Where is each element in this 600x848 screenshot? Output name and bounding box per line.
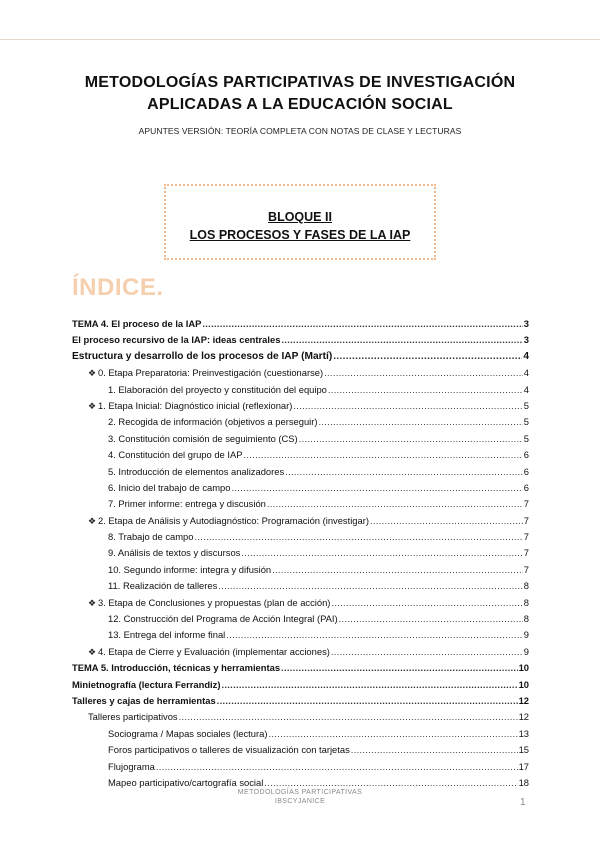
toc-entry-text: 2. Recogida de información (objetivos a perseguir) (108, 416, 318, 428)
toc-page-number: 4 (523, 367, 529, 379)
toc-leader-dots (217, 695, 518, 706)
toc-entry-label (88, 515, 369, 527)
toc-page-number: 18 (518, 776, 529, 788)
toc-leader-dots (243, 449, 522, 460)
toc-entry[interactable] (72, 482, 529, 498)
toc-entry[interactable] (72, 515, 529, 531)
toc-leader-dots (179, 711, 518, 722)
toc-entry[interactable] (72, 629, 529, 645)
toc-page-number: 7 (523, 547, 529, 559)
block-title: LOS PROCESOS Y FASES DE LA IAP (189, 228, 411, 242)
toc-leader-dots (331, 597, 522, 608)
toc-entry[interactable] (72, 744, 529, 760)
toc-leader-dots (267, 498, 523, 509)
document-title (0, 72, 600, 116)
toc-leader-dots (331, 646, 523, 657)
header-rule (0, 0, 600, 40)
toc-leader-dots (156, 761, 518, 772)
title-line-2: APLICADAS A LA EDUCACIÓN SOCIAL (147, 96, 453, 113)
toc-entry-label (88, 597, 330, 609)
toc-entry-label (108, 547, 240, 558)
toc-entry-text: 9. Análisis de textos y discursos (108, 547, 241, 559)
toc-entry-label (108, 777, 263, 788)
toc-page-number: 9 (523, 629, 529, 641)
toc-entry-label (108, 629, 225, 640)
toc-entry-text: 1. Elaboración del proyecto y constitución del equipo (108, 383, 327, 395)
toc-entry-text: 3. Etapa de Conclusiones y propuestas (plan de acción) (98, 596, 331, 608)
diamond-bullet-icon: ❖ (88, 400, 97, 411)
toc-entry-text: Foros participativos o talleres de visualización con tarjetas (108, 744, 350, 756)
toc-leader-dots (324, 367, 523, 378)
toc-entry-text: 4. Constitución del grupo de IAP (108, 449, 243, 461)
toc-page-number: 3 (523, 318, 529, 329)
toc-entry-text: 10. Segundo informe: integra y difusión (108, 563, 272, 575)
toc-entry[interactable] (72, 433, 529, 449)
footer-author: IBSCYJANICE (274, 798, 326, 805)
toc-entry-text: 13. Entrega del informe final (108, 629, 226, 641)
toc-leader-dots (231, 482, 522, 493)
footer (0, 788, 600, 806)
toc-page-number: 7 (523, 563, 529, 575)
toc-entry-label (108, 744, 350, 755)
toc-entry-text: 5. Introducción de elementos analizadores (108, 465, 285, 477)
toc-entry-text: TEMA 5. Introducción, técnicas y herramientas (72, 662, 281, 674)
toc-page-number: 10 (518, 662, 529, 674)
diamond-bullet-icon: ❖ (88, 515, 97, 526)
document-subtitle: APUNTES VERSIÓN: TEORÍA COMPLETA CON NOTAS DE CLASE Y LECTURAS (138, 126, 462, 136)
block-number: BLOQUE II (268, 210, 332, 224)
toc-entry[interactable] (72, 334, 529, 350)
toc-page-number: 9 (523, 645, 529, 657)
toc-entry-text: 0. Etapa Preparatoria: Preinvestigación (cuestionarse) (98, 367, 324, 379)
toc-page-number: 4 (523, 383, 529, 395)
toc-leader-dots (351, 744, 518, 755)
toc-entry-text: 12. Construcción del Programa de Acción Integral (PAI) (108, 613, 338, 625)
toc-entry[interactable] (72, 449, 529, 465)
toc-entry[interactable] (72, 318, 529, 334)
toc-entry-text: 8. Trabajo de campo (108, 531, 194, 543)
toc-leader-dots (299, 433, 523, 444)
toc-entry-text: Minietnografía (lectura Ferrandiz) (72, 678, 221, 690)
toc-leader-dots (218, 580, 523, 591)
toc-entry-label (108, 564, 271, 575)
toc-entry-label (108, 466, 284, 477)
toc-entry[interactable] (72, 679, 529, 695)
page-number: 1 (520, 797, 526, 808)
toc-entry-label (72, 679, 220, 690)
toc-entry-label (108, 433, 298, 444)
toc-leader-dots (333, 351, 522, 362)
title-line-1: METODOLOGÍAS PARTICIPATIVAS DE INVESTIGACIÓN (84, 74, 516, 91)
toc-entry-label (108, 531, 193, 542)
diamond-bullet-icon: ❖ (88, 646, 97, 657)
toc-page-number: 8 (523, 613, 529, 625)
toc-entry-text: Mapeo participativo/cartografía social (108, 776, 264, 788)
toc-entry-label (72, 695, 216, 706)
toc-entry-text: Talleres participativos (88, 711, 178, 723)
toc-entry[interactable] (72, 498, 529, 514)
diamond-bullet-icon: ❖ (88, 368, 97, 379)
toc-entry[interactable] (72, 597, 529, 613)
toc-page-number: 6 (523, 449, 529, 461)
toc-page-number: 8 (523, 596, 529, 608)
toc-page-number: 12 (518, 711, 529, 723)
toc-entry-label (108, 498, 266, 509)
toc-entry-label (108, 580, 217, 591)
toc-entry-text: TEMA 4. El proceso de la IAP (72, 318, 202, 329)
diamond-bullet-icon: ❖ (88, 597, 97, 608)
toc-entry[interactable] (72, 367, 529, 383)
toc-entry-label (88, 367, 323, 379)
toc-page-number: 5 (523, 399, 529, 411)
toc-entry-label (108, 416, 318, 427)
toc-entry-text: 1. Etapa Inicial: Diagnóstico inicial (reflexionar) (98, 399, 293, 411)
toc-entry-text: 11. Realización de talleres (108, 580, 218, 592)
toc-page-number: 7 (523, 498, 529, 510)
toc-entry[interactable] (72, 695, 529, 711)
toc-page-number: 5 (523, 416, 529, 428)
toc-leader-dots (194, 531, 522, 542)
toc-entry[interactable] (72, 613, 529, 629)
toc-entry[interactable] (72, 711, 529, 727)
index-heading: ÍNDICE. (72, 274, 164, 301)
toc-entry-text: Flujograma (108, 760, 155, 772)
toc-leader-dots (221, 679, 517, 690)
toc-entry-label (72, 662, 280, 673)
toc-entry[interactable] (72, 384, 529, 400)
toc-page-number: 7 (523, 514, 529, 526)
toc-entry[interactable] (72, 580, 529, 596)
block-heading-box (164, 184, 436, 260)
toc-leader-dots (293, 400, 522, 411)
toc-page-number: 12 (518, 694, 529, 706)
toc-entry-text: 2. Etapa de Análisis y Autodiagnóstico: Programación (investigar) (98, 514, 369, 526)
toc-leader-dots (285, 466, 523, 477)
toc-entry-label (72, 318, 201, 329)
toc-entry-text: Talleres y cajas de herramientas (72, 694, 216, 706)
toc-entry-label (108, 761, 155, 772)
footer-title: METODOLOGÍAS PARTICIPATIVAS (237, 789, 363, 796)
toc-entry-label (108, 384, 327, 395)
toc-leader-dots (264, 777, 517, 788)
toc-entry-text: Sociograma / Mapas sociales (lectura) (108, 727, 268, 739)
toc-entry[interactable] (72, 646, 529, 662)
toc-entry-label (108, 613, 338, 624)
toc-leader-dots (241, 547, 522, 558)
toc-entry[interactable] (72, 547, 529, 563)
toc-entry-label (108, 449, 242, 460)
toc-entry-text: 6. Inicio del trabajo de campo (108, 481, 231, 493)
toc-page-number: 8 (523, 580, 529, 592)
toc-leader-dots (339, 613, 523, 624)
toc-page-number: 7 (523, 531, 529, 543)
toc-entry[interactable] (72, 761, 529, 777)
toc-leader-dots (319, 416, 523, 427)
toc-entry-label (108, 728, 267, 739)
toc-entry[interactable] (72, 564, 529, 580)
toc-page-number: 6 (523, 481, 529, 493)
toc-leader-dots (226, 629, 523, 640)
toc-leader-dots (281, 334, 522, 345)
toc-entry-label (88, 711, 178, 722)
toc-entry-text: 7. Primer informe: entrega y discusión (108, 498, 266, 510)
toc-page-number: 10 (518, 678, 529, 690)
toc-page-number: 13 (518, 727, 529, 739)
toc-page-number: 17 (518, 760, 529, 772)
toc-entry[interactable] (72, 531, 529, 547)
toc-entry-text: Estructura y desarrollo de los procesos de IAP (Martí) (72, 350, 333, 362)
toc-entry[interactable] (72, 728, 529, 744)
toc-leader-dots (268, 728, 517, 739)
toc-entry-text: 3. Constitución comisión de seguimiento (CS) (108, 432, 298, 444)
toc-leader-dots (370, 515, 523, 526)
toc-page-number: 3 (523, 334, 529, 346)
toc-leader-dots (281, 662, 518, 673)
toc-leader-dots (272, 564, 523, 575)
toc-page-number: 6 (523, 465, 529, 477)
table-of-contents (72, 318, 529, 793)
toc-page-number: 4 (523, 350, 529, 362)
toc-entry-text: El proceso recursivo de la IAP: ideas centrales (72, 334, 281, 346)
toc-entry-label (88, 646, 330, 658)
toc-entry[interactable] (72, 351, 529, 367)
toc-entry-label (72, 334, 280, 345)
toc-entry-label (108, 482, 230, 493)
toc-leader-dots (328, 384, 523, 395)
toc-page-number: 15 (518, 744, 529, 756)
toc-entry-label (88, 400, 292, 412)
toc-leader-dots (202, 318, 522, 329)
toc-page-number: 5 (523, 432, 529, 444)
toc-entry[interactable] (72, 416, 529, 432)
toc-entry[interactable] (72, 466, 529, 482)
toc-entry-label (72, 351, 332, 362)
toc-entry[interactable] (72, 662, 529, 678)
toc-entry[interactable] (72, 400, 529, 416)
toc-entry-text: 4. Etapa de Cierre y Evaluación (implementar acciones) (98, 645, 330, 657)
